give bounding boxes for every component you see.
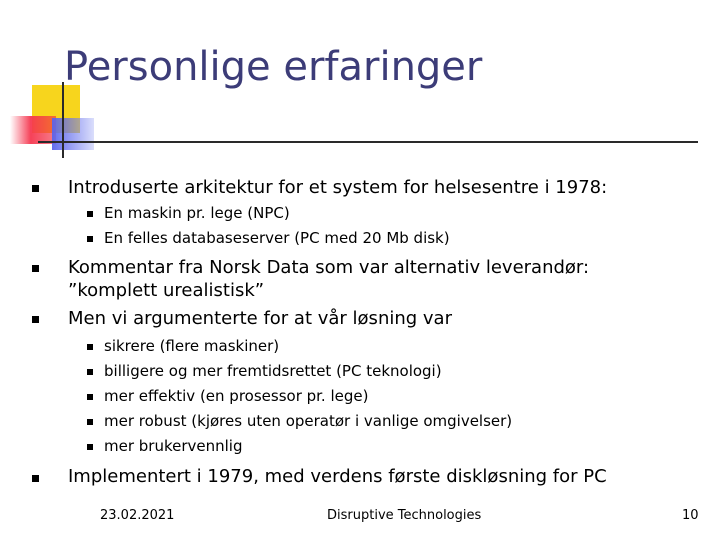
footer-title: Disruptive Technologies bbox=[327, 508, 482, 523]
sub-bullet-marker bbox=[87, 419, 93, 425]
sub-bullet-marker bbox=[87, 211, 93, 217]
bullet-text-continuation: ”komplett urealistisk” bbox=[68, 280, 265, 301]
sub-bullet-text: billigere og mer fremtidsrettet (PC teknologi) bbox=[104, 362, 442, 380]
title-underline bbox=[38, 141, 698, 143]
sub-bullet-marker bbox=[87, 236, 93, 242]
sub-bullet-text: mer robust (kjøres uten operatør i vanlige omgivelser) bbox=[104, 412, 513, 430]
sub-bullet-text: En maskin pr. lege (NPC) bbox=[104, 204, 290, 222]
decor-red-bar bbox=[10, 116, 56, 144]
sub-bullet-marker bbox=[87, 344, 93, 350]
sub-bullet-marker bbox=[87, 369, 93, 375]
sub-bullet-text: mer effektiv (en prosessor pr. lege) bbox=[104, 387, 369, 405]
sub-bullet-text: mer brukervennlig bbox=[104, 437, 243, 455]
decor-vertical-line bbox=[62, 82, 64, 158]
slide-title: Personlige erfaringer bbox=[64, 44, 483, 90]
bullet-text: Men vi argumenterte for at vår løsning var bbox=[68, 308, 452, 329]
footer-date: 23.02.2021 bbox=[100, 508, 175, 523]
sub-bullet-text: sikrere (flere maskiner) bbox=[104, 337, 280, 355]
page-number: 10 bbox=[682, 508, 699, 523]
bullet-text: Kommentar fra Norsk Data som var alternativ leverandør: bbox=[68, 257, 590, 278]
sub-bullet-marker bbox=[87, 444, 93, 450]
bullet-marker bbox=[32, 475, 39, 482]
bullet-marker bbox=[32, 265, 39, 272]
bullet-marker bbox=[32, 316, 39, 323]
bullet-text: Implementert i 1979, med verdens første diskløsning for PC bbox=[68, 466, 607, 487]
bullet-text: Introduserte arkitektur for et system for helsesentre i 1978: bbox=[68, 177, 608, 198]
sub-bullet-marker bbox=[87, 394, 93, 400]
decor-blue-bar bbox=[52, 118, 94, 150]
bullet-marker bbox=[32, 185, 39, 192]
sub-bullet-text: En felles databaseserver (PC med 20 Mb disk) bbox=[104, 229, 450, 247]
